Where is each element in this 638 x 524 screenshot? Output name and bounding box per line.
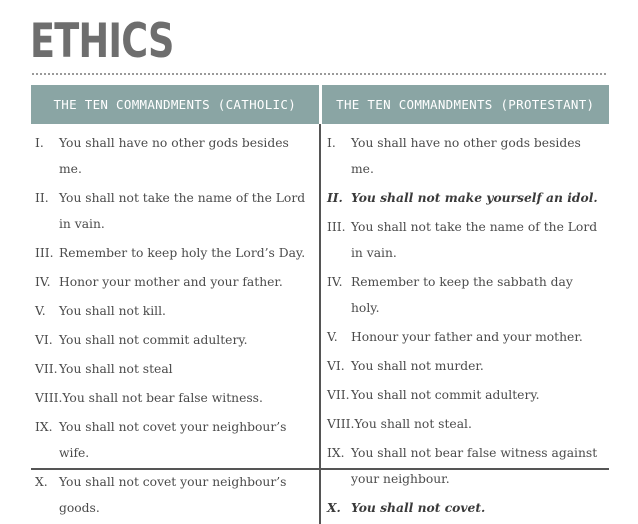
list-item: II. You shall not take the name of the Lord in vain. — [35, 191, 306, 231]
list-item: I. You shall have no other gods besides me. — [327, 136, 581, 176]
protestant-column — [320, 124, 609, 524]
list-item: II. You shall not make yourself an idol. — [327, 190, 598, 205]
list-item: X. You shall not covet your neighbour’s goods. — [35, 475, 287, 515]
list-item: III. Remember to keep holy the Lord’s Day. — [35, 246, 306, 260]
list-item: III. You shall not take the name of the Lord in vain. — [327, 220, 598, 260]
list-item: VIII.You shall not bear false witness. — [35, 391, 263, 405]
list-item: IX. You shall not covet your neighbour’s wife. — [35, 420, 287, 460]
header-catholic: THE TEN COMMANDMENTS (CATHOLIC) — [31, 85, 320, 124]
table-bottom-border — [31, 468, 609, 470]
list-item: X. You shall not covet. — [327, 500, 486, 515]
dotted-divider — [32, 73, 606, 75]
list-item: VI. You shall not murder. — [327, 359, 484, 373]
catholic-column — [31, 124, 320, 524]
list-item: V. Honour your father and your mother. — [327, 330, 583, 344]
list-item: VII. You shall not commit adultery. — [327, 388, 540, 402]
list-item: IX. You shall not bear false witness against your neighbour. — [327, 446, 598, 486]
list-item: I. You shall have no other gods besides me. — [35, 136, 289, 176]
list-item: IV. Honor your mother and your father. — [35, 275, 283, 289]
list-item: IV. Remember to keep the sabbath day holy. — [327, 275, 573, 315]
commandments-table — [31, 85, 609, 524]
header-protestant: THE TEN COMMANDMENTS (PROTESTANT) — [320, 85, 609, 124]
list-item: V. You shall not kill. — [35, 304, 166, 318]
list-item: VI. You shall not commit adultery. — [35, 333, 248, 347]
list-item: VII. You shall not steal — [35, 362, 173, 376]
list-item: VIII.You shall not steal. — [327, 417, 472, 431]
page-title: ETHICS — [30, 14, 174, 69]
